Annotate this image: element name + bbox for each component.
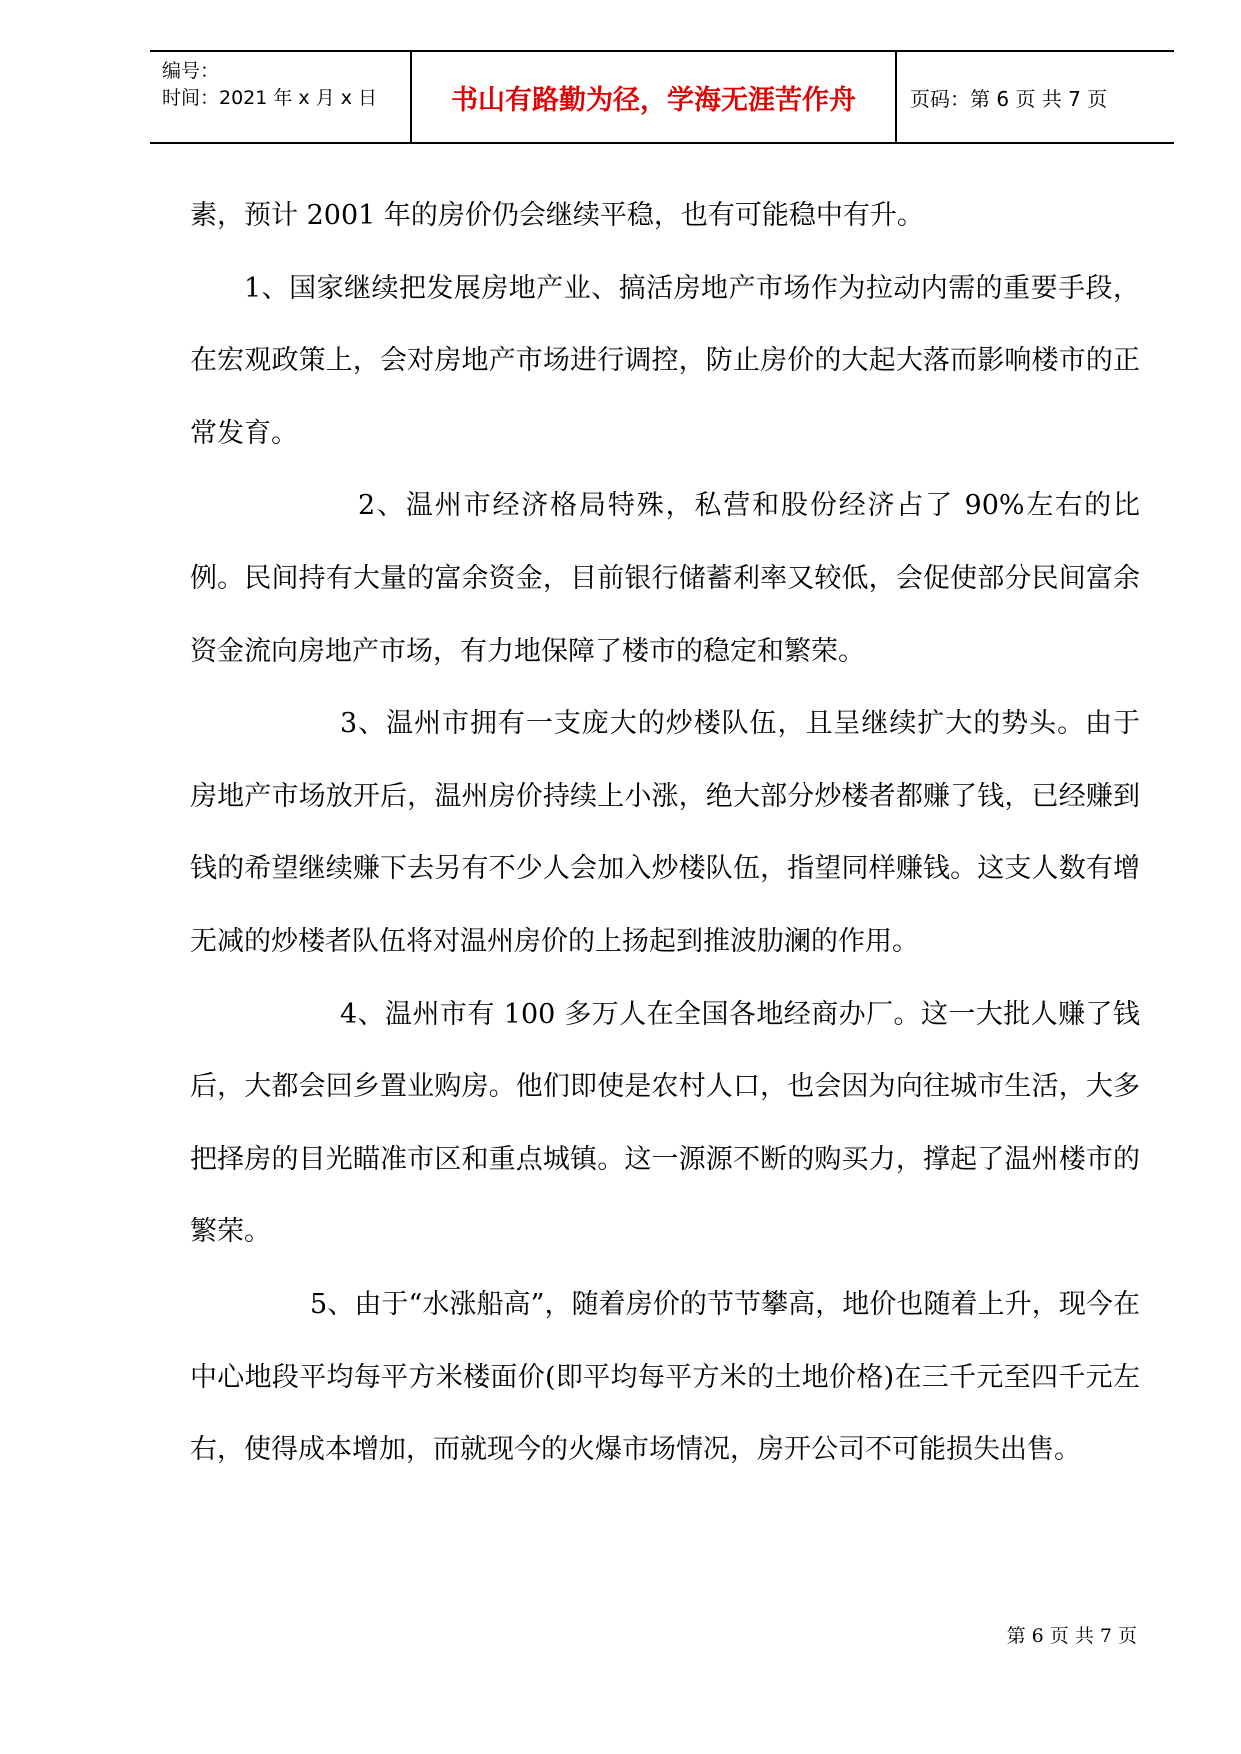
header-divider-right (895, 52, 897, 142)
header-motto: 书山有路勤为径，学海无涯苦作舟 (451, 84, 856, 116)
header-meta (162, 58, 377, 112)
page-header (150, 50, 1174, 144)
document-time-label: 时间：2021 年 x 月 x 日 (162, 87, 378, 109)
paragraph-point-5: 5、由于“水涨船高”，随着房价的节节攀高，地价也随着上升，现今在中心地段平均每平方米楼面价(即平均每平方米的土地价格)在三千元至四千元左右，使得成本增加，而就现今的火爆市场情况，房开公司不可能损失出售。 (190, 1288, 1140, 1466)
paragraph-point-4: 4、温州市有 100 多万人在全国各地经商办厂。这一大批人赚了钱后，大都会回乡置业购房。他们即使是农村人口，也会因为向往城市生活，大多把择房的目光瞄准市区和重点城镇。这一源源不断的购买力，撑起了温州楼市的繁荣。 (190, 998, 1140, 1248)
paragraph-point-2: 2、温州市经济格局特殊，私营和股份经济占了 90%左右的比例。民间持有大量的富余资金，目前银行储蓄利率又较低，会促使部分民间富余资金流向房地产市场，有力地保障了楼市的稳定和繁荣。 (190, 490, 1140, 667)
paragraph-point-1: 1、国家继续把发展房地产业、搞活房地产市场作为拉动内需的重要手段，在宏观政策上，会对房地产市场进行调控，防止房价的大起大落而影响楼市的正常发育。 (190, 272, 1140, 449)
paragraph-point-3: 3、温州市拥有一支庞大的炒楼队伍，且呈继续扩大的势头。由于房地产市场放开后，温州房价持续上小涨，绝大部分炒楼者都赚了钱，已经赚到钱的希望继续赚下去另有不少人会加入炒楼队伍，指望同样赚钱。这支人数有增无减的炒楼者队伍将对温州房价的上扬起到推波肋澜的作用。 (190, 708, 1140, 957)
document-number-label: 编号： (162, 60, 220, 82)
paragraph-continuation: 素，预计 2001 年的房价仍会继续平稳，也有可能稳中有升。 (190, 200, 924, 231)
document-body (190, 180, 1140, 1487)
header-page-number: 页码：第 6 页 共 7 页 (910, 86, 1108, 111)
page-footer: 第 6 页 共 7 页 (1006, 1625, 1137, 1647)
